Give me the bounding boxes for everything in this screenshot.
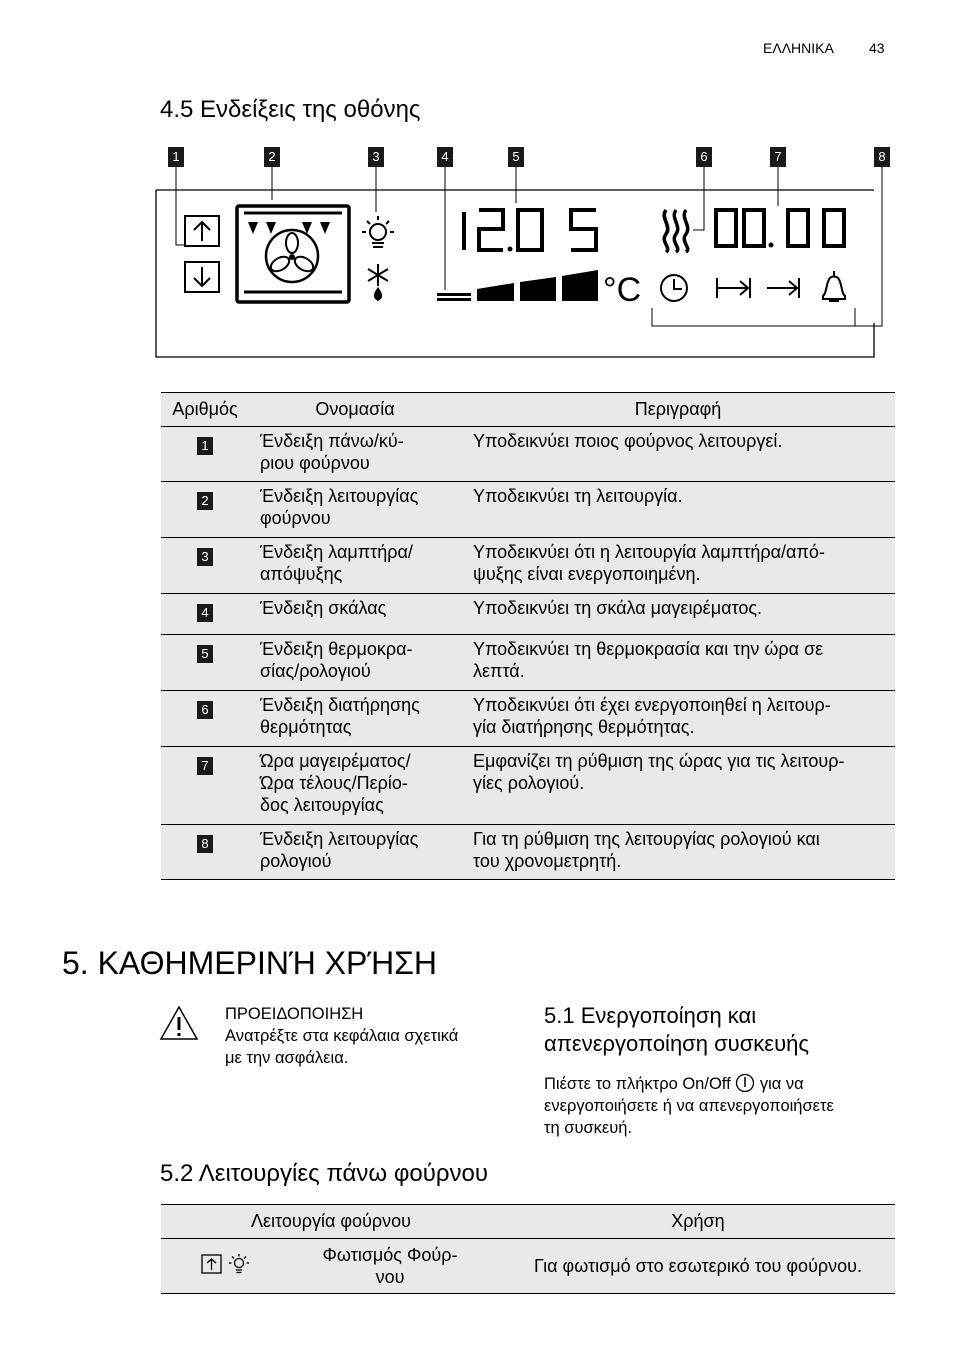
row-description: Υποδεικνύει τη σκάλα μαγειρέματος.	[461, 594, 895, 635]
duration-arrow-icon	[717, 278, 750, 298]
table-header-row	[161, 1205, 895, 1239]
row-number-badge: 5	[197, 645, 213, 663]
row-name: Ώρα μαγειρέματος/ Ώρα τέλους/Περίο- δος λειτουργίας	[249, 747, 461, 825]
row-description: Υποδεικνύει ποιος φούρνος λειτουργεί.	[461, 427, 895, 482]
row-description: Υποδεικνύει ότι έχει ενεργοποιηθεί η λειτουρ- γία διατήρησης θερμότητας.	[461, 691, 895, 747]
callout-1: 1	[168, 147, 184, 167]
table-row	[161, 747, 895, 825]
onoff-text-before: Πιέστε το πλήκτρο On/Off	[544, 1075, 731, 1093]
heat-keep-warm-icon	[664, 210, 687, 252]
warning-block	[225, 1003, 458, 1069]
defrost-icon	[368, 264, 388, 301]
level-bars-icon	[437, 270, 598, 301]
table-row	[161, 482, 895, 538]
celsius-unit: °C	[603, 271, 642, 309]
row-number-badge: 6	[197, 701, 213, 719]
row-description: Υποδεικνύει ότι η λειτουργία λαμπτήρα/από- ψυξης είναι ενεργοποιημένη.	[461, 538, 895, 594]
callout-4: 4	[437, 147, 453, 167]
callout-6: 6	[696, 147, 712, 167]
oven-display-diagram	[150, 165, 890, 365]
table-row	[161, 594, 895, 635]
section-title: Λειτουργίες πάνω φούρνου	[198, 1160, 488, 1187]
section-4-5-heading	[160, 96, 420, 124]
row-number-badge: 7	[197, 757, 213, 775]
onoff-text-after: για να ενεργοποιήσετε ή να απενεργοποιήσετε τη συσκευή.	[544, 1075, 834, 1137]
row-name: Ένδειξη διατήρησης θερμότητας	[249, 691, 461, 747]
time-display	[464, 210, 596, 252]
row-description: Για τη ρύθμιση της λειτουργίας ρολογιού και του χρονομετρητή.	[461, 825, 895, 880]
callout-5: 5	[508, 147, 524, 167]
callout-8: 8	[874, 147, 890, 167]
oven-down-indicator-icon	[185, 262, 219, 292]
page-number: 43	[869, 40, 885, 56]
row-number-badge: 3	[197, 548, 213, 566]
chapter-5-title	[62, 945, 437, 982]
oven-function-icon	[237, 206, 349, 302]
on-off-icon	[735, 1073, 755, 1093]
col-header-use: Χρήση	[501, 1205, 895, 1239]
upper-oven-light-icon	[199, 1253, 255, 1275]
row-number-badge: 2	[197, 492, 213, 510]
timer-display	[716, 210, 844, 248]
section-5-1-text	[544, 1073, 894, 1139]
function-icons	[161, 1253, 279, 1280]
lamp-icon	[362, 216, 394, 247]
table-row	[161, 691, 895, 747]
row-name: Ένδειξη θερμοκρα- σίας/ρολογιού	[249, 635, 461, 691]
table-row	[161, 538, 895, 594]
row-name: Ένδειξη λειτουργίας φούρνου	[249, 482, 461, 538]
function-name: Φωτισμός Φούρ- νου	[322, 1245, 458, 1287]
table-header-row	[161, 393, 895, 427]
col-header-name: Ονομασία	[249, 393, 461, 427]
row-description: Υποδεικνύει τη λειτουργία.	[461, 482, 895, 538]
section-number: 4.5	[160, 96, 194, 123]
table-row	[161, 427, 895, 482]
end-time-arrow-icon	[767, 278, 799, 298]
table-row	[161, 635, 895, 691]
section-title: Ενεργοποίηση και απενεργοποίηση συσκευής	[544, 1003, 809, 1056]
callout-2: 2	[264, 147, 280, 167]
chapter-title: ΚΑΘΗΜΕΡΙΝΉ ΧΡΉΣΗ	[97, 945, 438, 981]
col-header-number: Αριθμός	[161, 393, 249, 427]
section-5-1-heading	[544, 1002, 809, 1058]
section-number: 5.2	[160, 1160, 194, 1187]
warning-title: ΠΡΟΕΙΔΟΠΟΙΗΣΗ	[225, 1005, 364, 1023]
row-name: Ένδειξη πάνω/κύ- ριου φούρνου	[249, 427, 461, 482]
col-header-description: Περιγραφή	[461, 393, 895, 427]
duration-clock-icon	[661, 275, 687, 301]
row-description: Υποδεικνύει τη θερμοκρασία και την ώρα σε λεπτά.	[461, 635, 895, 691]
warning-text: Ανατρέξτε στα κεφάλαια σχετικά με την ασφάλεια.	[225, 1027, 459, 1067]
row-name: Ένδειξη σκάλας	[249, 594, 461, 635]
display-indicators-table	[161, 392, 895, 880]
row-name: Ένδειξη λαμπτήρα/ απόψυξης	[249, 538, 461, 594]
row-description: Εμφανίζει τη ρύθμιση της ώρας για τις λειτουρ- γίες ρολογιού.	[461, 747, 895, 825]
function-use: Για φωτισμό στο εσωτερικό του φούρνου.	[501, 1239, 895, 1294]
oven-up-indicator-icon	[185, 216, 219, 246]
table-row	[161, 825, 895, 880]
header-language: ΕΛΛΗΝΙΚΑ	[763, 40, 834, 56]
row-number-badge: 1	[197, 437, 213, 455]
row-number-badge: 4	[197, 604, 213, 622]
row-name: Ένδειξη λειτουργίας ρολογιού	[249, 825, 461, 880]
callout-7: 7	[770, 147, 786, 167]
bell-icon	[823, 271, 845, 301]
col-header-function: Λειτουργία φούρνου	[161, 1205, 501, 1239]
section-number: 5.1	[544, 1003, 575, 1028]
callout-3: 3	[368, 147, 384, 167]
table-row	[161, 1239, 895, 1294]
warning-icon	[158, 1004, 200, 1042]
row-number-badge: 8	[197, 835, 213, 853]
section-5-2-heading	[160, 1160, 488, 1188]
chapter-number: 5.	[62, 945, 89, 981]
section-title: Ενδείξεις της οθόνης	[200, 96, 421, 123]
oven-functions-table	[161, 1204, 895, 1294]
